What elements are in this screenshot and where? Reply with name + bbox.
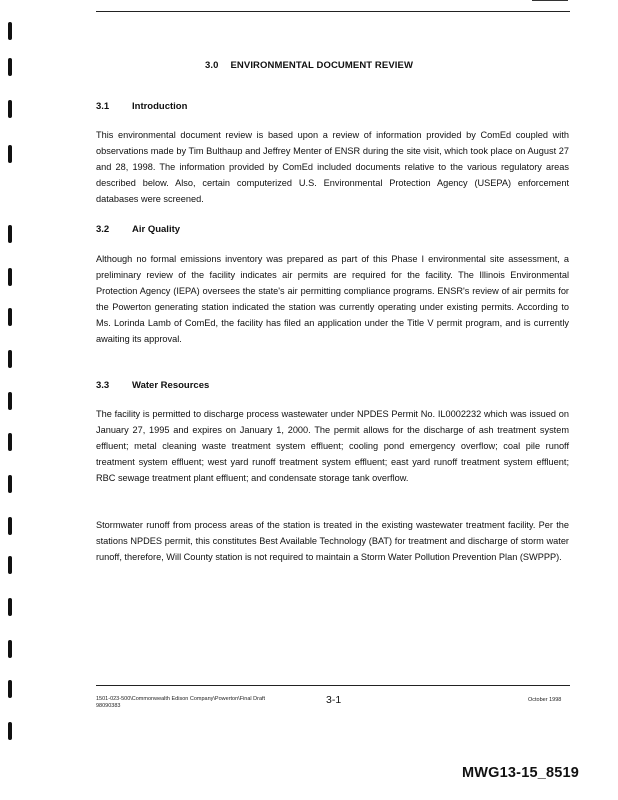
footer-path-line: 1501-023-500\Commonwealth Edison Company\Powerton\Final Draft <box>96 696 266 702</box>
section-title: Water Resources <box>132 380 210 391</box>
paragraph-air-quality: Although no formal emissions inventory was prepared as part of this Phase I environmental site assessment, a preliminary review of the facility indicates air permits are required for the facility. The Illinois Environmental Protection Agency (IEPA) oversees the state's air permitting compliance programs. ENSR's review of air permits for the Powerton generating station indicated the station was currently operating under existing permits. According to Ms. Lorinda Lamb of ComEd, the facility has filed an application under the Title V permit program, and is currently awaiting its approval. <box>96 254 569 344</box>
binder-hole-mark <box>8 268 12 286</box>
binder-hole-mark <box>8 433 12 451</box>
section-title: Air Quality <box>132 224 181 235</box>
paragraph-stormwater: Stormwater runoff from process areas of the station is treated in the existing wastewater treatment facility. Per the stations NPDES permit, this constitutes Best Available Technology (BAT) for treatment and discharge of storm water runoff, therefore, Will County station is not required to maintain a Storm Water Pollution Prevention Plan (SWPPP). <box>96 520 569 562</box>
footer-path-code: 98090383 <box>96 703 121 709</box>
header-corner-mark <box>532 0 568 1</box>
paragraph-water-permit: The facility is permitted to discharge process wastewater under NPDES Permit No. IL0002232 which was issued on January 27, 1995 and expires on January 1, 2000. The permit allows for the discharge of ash treatment system effluent; metal cleaning waste treatment system effluent; cooling pond emergency overflow; coal pile runoff treatment system effluent; west yard runoff treatment system effluent; east yard runoff treatment system effluent; RBC sewage treatment plant effluent; and condensate storage tank overflow. <box>96 409 569 483</box>
binder-hole-mark <box>8 598 12 616</box>
footer-date: October 1998 <box>528 697 562 703</box>
section-number: 3.1 <box>96 101 110 112</box>
title-text: ENVIRONMENTAL DOCUMENT REVIEW <box>230 60 414 71</box>
binder-hole-mark <box>8 145 12 163</box>
binder-hole-mark <box>8 475 12 493</box>
binder-hole-mark <box>8 308 12 326</box>
binder-hole-mark <box>8 556 12 574</box>
binder-hole-mark <box>8 640 12 658</box>
binder-hole-mark <box>8 392 12 410</box>
binder-hole-mark <box>8 100 12 118</box>
binder-hole-mark <box>8 22 12 40</box>
title-number: 3.0 <box>204 60 219 71</box>
binder-hole-mark <box>8 225 12 243</box>
paragraph-introduction: This environmental document review is based upon a review of information provided by ComEd coupled with observations made by Tim Bulthaup and Jeffrey Menter of ENSR during the site visit, which took place on August 27 and 28, 1998. The information provided by ComEd included documents relative to the various regulatory areas described below. Also, certain computerized U.S. Environmental Protection Agency (USEPA) enforcement databases were screened. <box>96 130 569 204</box>
section-heading-introduction <box>96 101 187 112</box>
binder-hole-mark <box>8 722 12 740</box>
binder-hole-mark <box>8 680 12 698</box>
section-heading-water-resources <box>96 380 209 391</box>
binder-hole-mark <box>8 517 12 535</box>
binder-hole-mark <box>8 350 12 368</box>
section-number: 3.3 <box>96 380 110 391</box>
section-title: Introduction <box>132 101 188 112</box>
section-heading-air-quality <box>96 224 180 235</box>
page-title <box>0 60 618 71</box>
bates-stamp: MWG13-15_8519 <box>462 765 580 781</box>
footer-rule <box>96 685 570 686</box>
page-number: 3-1 <box>326 694 342 706</box>
section-number: 3.2 <box>96 224 110 235</box>
header-rule <box>96 11 570 12</box>
footer-file-path <box>96 696 265 710</box>
